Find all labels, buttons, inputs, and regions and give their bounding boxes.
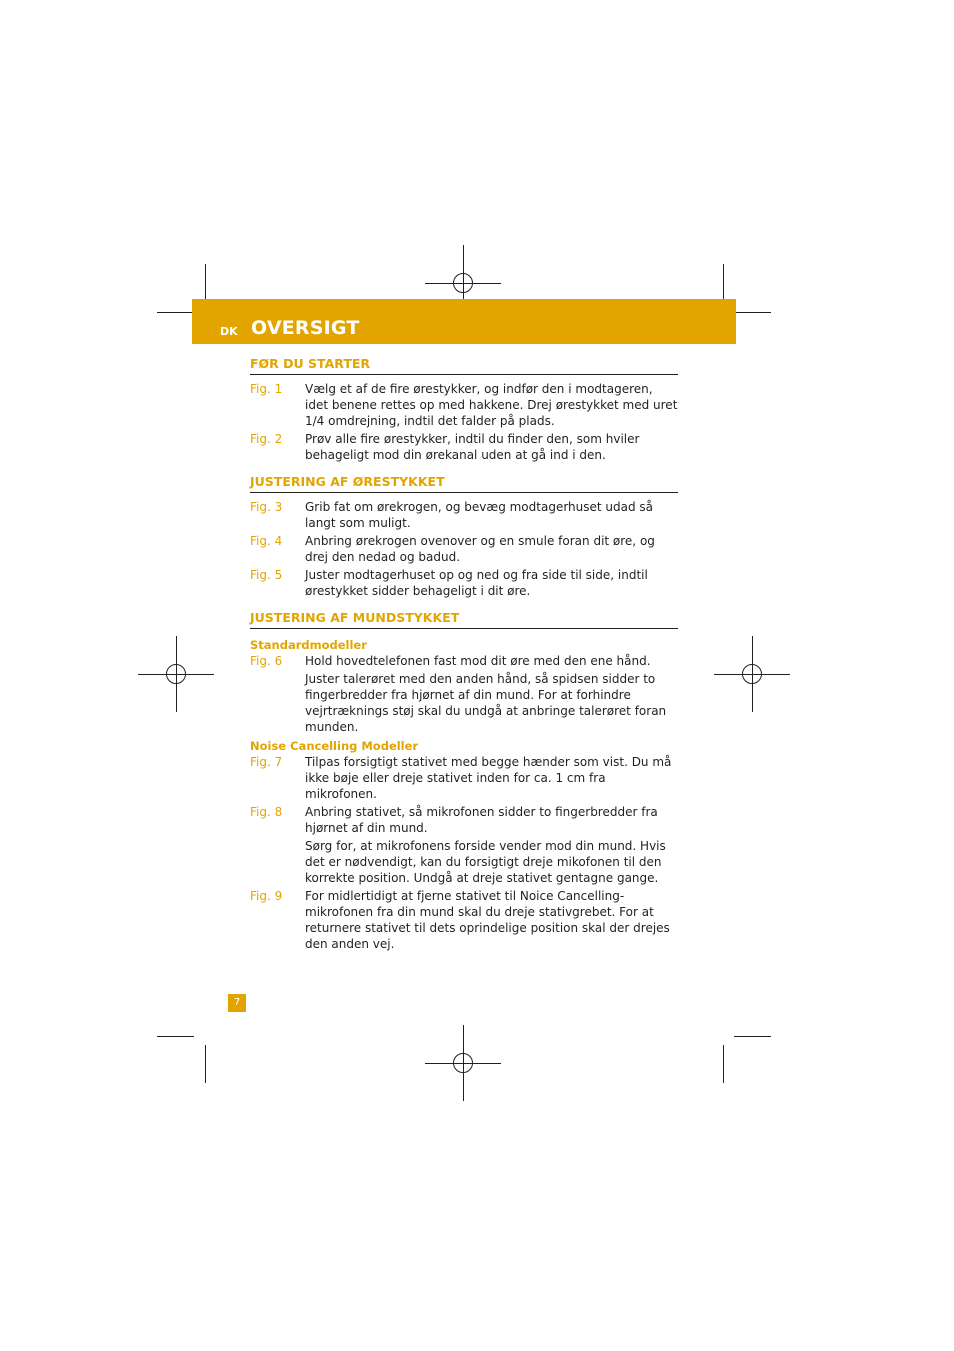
instruction-text: Anbring stativet, så mikrofonen sidder to fingerbredder fra hjørnet af din mund.: [305, 805, 658, 835]
instruction-row: [250, 653, 678, 669]
figure-ref: [250, 671, 305, 735]
subsection-title: Standardmodeller: [250, 638, 367, 652]
instruction-text: Hold hovedtelefonen fast mod dit øre med den ene hånd.: [305, 654, 651, 668]
instruction-text: Sørg for, at mikrofonens forside vender mod din mund. Hvis det er nødvendigt, kan du forsigtigt dreje mikofonen til den korrekte position. Undgå at dreje stativet gentagne gange.: [305, 839, 666, 885]
instruction-text: Tilpas forsigtigt stativet med begge hænder som vist. Du må ikke bøje eller dreje stativet inden for ca. 1 cm fra mikrofonen.: [305, 755, 672, 801]
figure-ref: Fig. 8: [250, 805, 283, 819]
subsection-title: Noise Cancelling Modeller: [250, 739, 419, 753]
figure-ref: Fig. 6: [250, 654, 283, 668]
instruction-row: [250, 431, 678, 463]
crop-mark: [205, 1045, 206, 1083]
figure-ref: Fig. 9: [250, 889, 283, 903]
instruction-text: For midlertidigt at fjerne stativet til Noice Cancelling-mikrofonen fra din mund skal du dreje stativgrebet. For at returnere stativet til dets oprindelige position skal der drejes den anden vej.: [305, 889, 670, 951]
figure-ref: Fig. 5: [250, 568, 283, 582]
instruction-row: [250, 533, 678, 565]
instruction-row: [250, 838, 678, 886]
instruction-text: Juster talerøret med den anden hånd, så spidsen sidder to fingerbredder fra hjørnet af din mund. For at forhindre vejrtræknings støj skal du undgå at anbringe talerøret foran munden.: [305, 672, 667, 734]
language-code: DK: [220, 325, 238, 338]
instruction-text: Juster modtagerhuset op og ned og fra side til side, indtil ørestykket sidder behageligt i dit øre.: [305, 568, 648, 598]
section-title: FØR DU STARTER: [250, 355, 678, 375]
section-title: JUSTERING AF ØRESTYKKET: [250, 473, 678, 493]
instruction-text: Anbring ørekrogen ovenover og en smule foran dit øre, og drej den nedad og badud.: [305, 534, 655, 564]
section-before-start: [250, 355, 678, 463]
instruction-row: [250, 888, 678, 952]
crop-mark: [157, 312, 194, 313]
instruction-row: [250, 567, 678, 599]
header-bar: [192, 299, 736, 344]
section-title: JUSTERING AF MUNDSTYKKET: [250, 609, 678, 629]
content: [250, 355, 678, 954]
crop-mark: [205, 264, 206, 302]
crop-mark: [157, 1036, 194, 1037]
registration-mark: [138, 636, 214, 712]
registration-mark: [714, 636, 790, 712]
crop-mark: [734, 1036, 771, 1037]
instruction-row: [250, 671, 678, 735]
figure-ref: Fig. 2: [250, 432, 283, 446]
crop-mark: [723, 264, 724, 302]
instruction-text: Grib fat om ørekrogen, og bevæg modtagerhuset udad så langt som muligt.: [305, 500, 654, 530]
instruction-text: Vælg et af de fire ørestykker, og indfør den i modtageren, idet benene rettes op med hakkene. Drej ørestykket med uret 1/4 omdrejning, indtil det falder på plads.: [305, 382, 678, 428]
figure-ref: Fig. 1: [250, 382, 283, 396]
page-title: OVERSIGT: [251, 317, 360, 339]
instruction-row: [250, 804, 678, 836]
figure-ref: Fig. 3: [250, 500, 283, 514]
figure-ref: Fig. 4: [250, 534, 283, 548]
figure-ref: [250, 838, 305, 886]
instruction-text: Prøv alle fire ørestykker, indtil du finder den, som hviler behageligt mod din ørekanal uden at gå ind i den.: [305, 432, 640, 462]
registration-mark: [425, 1025, 501, 1101]
section-mouthpiece: [250, 609, 678, 952]
crop-mark: [723, 1045, 724, 1083]
instruction-row: [250, 381, 678, 429]
instruction-row: [250, 754, 678, 802]
figure-ref: Fig. 7: [250, 755, 283, 769]
instruction-row: [250, 499, 678, 531]
page-number: 7: [228, 994, 246, 1012]
section-earpiece: [250, 473, 678, 599]
crop-mark: [736, 312, 771, 313]
